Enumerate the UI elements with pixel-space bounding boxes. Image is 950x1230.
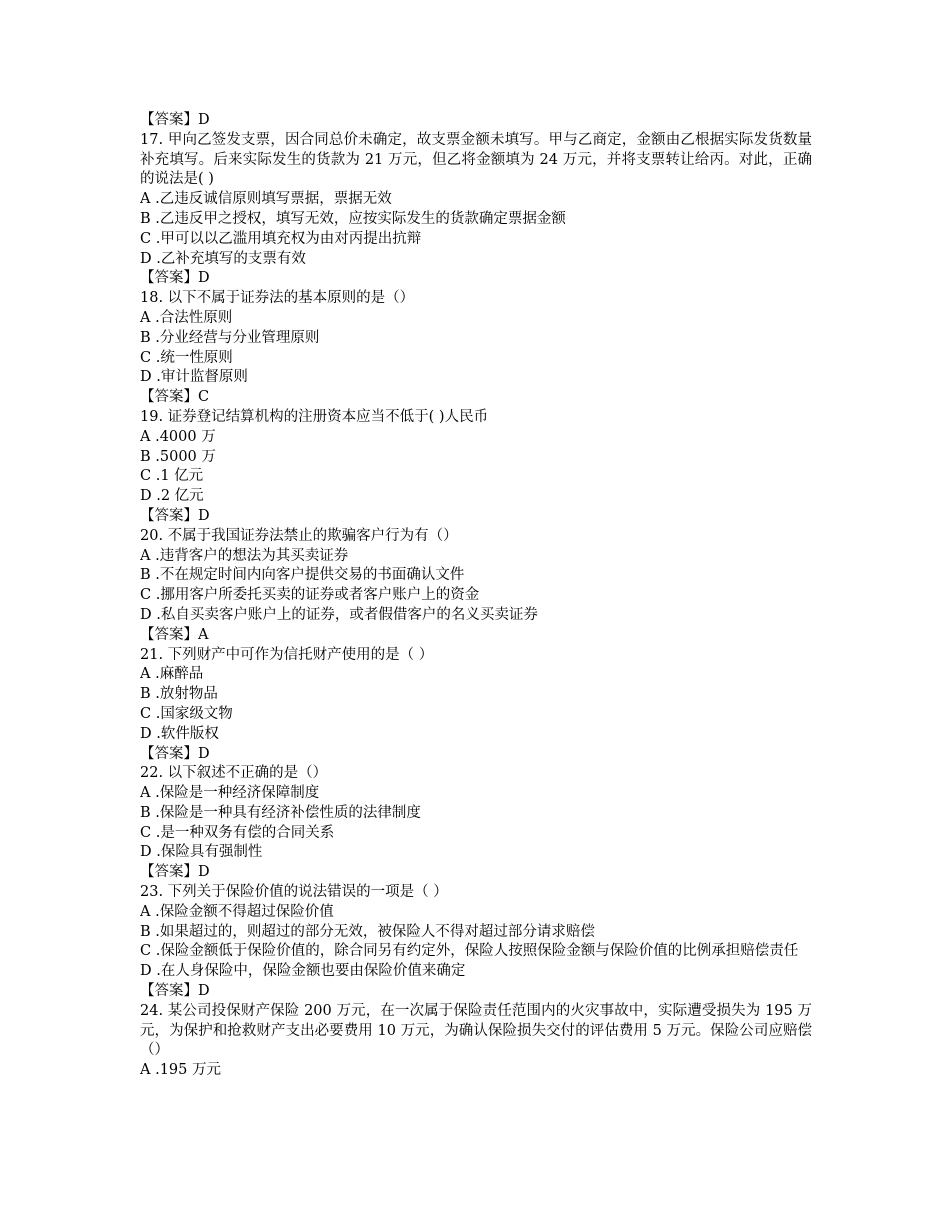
- option-a: A .违背客户的想法为其买卖证券: [140, 547, 349, 564]
- option-b: B .保险是一种具有经济补偿性质的法律制度: [140, 804, 421, 821]
- question-21: 21. 下列财产中可作为信托财产使用的是（ ）: [140, 646, 434, 663]
- option-c: C .1 亿元: [140, 468, 204, 485]
- question-23: 23. 下列关于保险价值的说法错误的一项是（ ）: [140, 884, 448, 901]
- question-19: 19. 证券登记结算机构的注册资本应当不低于( )人民币: [140, 408, 489, 425]
- option-c: C .保险金额低于保险价值的，除合同另有约定外，保险人按照保险金额与保险价值的比例承担赔偿责任: [140, 943, 799, 960]
- answer-line: 【答案】D: [140, 112, 210, 128]
- option-c: C .甲可以以乙滥用填充权为由对丙提出抗辩: [140, 230, 422, 247]
- answer-line: 【答案】D: [140, 983, 210, 1000]
- option-c: C .统一性原则: [140, 349, 233, 366]
- option-d: D .私自买卖客户账户上的证券，或者假借客户的名义买卖证券: [140, 606, 538, 623]
- answer-line: 【答案】D: [140, 864, 210, 881]
- option-c: C .是一种双务有偿的合同关系: [140, 824, 335, 841]
- answer-line: 【答案】D: [140, 270, 210, 287]
- option-b: B .如果超过的，则超过的部分无效，被保险人不得对超过部分请求赔偿: [140, 923, 595, 940]
- option-a: A .麻醉品: [140, 666, 204, 683]
- answer-line: 【答案】A: [140, 626, 209, 643]
- option-a: A .4000 万: [140, 428, 216, 445]
- question-20: 20. 不属于我国证券法禁止的欺骗客户行为有（）: [140, 527, 458, 544]
- option-d: D .保险具有强制性: [140, 844, 263, 861]
- question-22: 22. 以下叙述不正确的是（）: [140, 765, 328, 782]
- option-b: B .不在规定时间内向客户提供交易的书面确认文件: [140, 567, 465, 584]
- answer-line: 【答案】D: [140, 745, 210, 762]
- option-b: B .分业经营与分业管理原则: [140, 329, 320, 346]
- option-d: D .软件版权: [140, 725, 219, 742]
- option-b: B .5000 万: [140, 448, 216, 465]
- option-d: D .2 亿元: [140, 488, 204, 505]
- answer-line: 【答案】D: [140, 507, 210, 524]
- option-a: A .保险是一种经济保障制度: [140, 785, 320, 802]
- question-24: 24. 某公司投保财产保险 200 万元，在一次属于保险责任范围内的火灾事故中，实际遭受损失为 195 万元，为保护和抢救财产支出必要费用 10 万元，为确认保险损失交付的评估费用 5 万元。保险公司应赔偿（）: [140, 1002, 812, 1059]
- option-a: A .乙违反诚信原则填写票据，票据无效: [140, 191, 392, 208]
- option-d: D .审计监督原则: [140, 369, 248, 386]
- option-b: B .放射物品: [140, 686, 218, 703]
- answer-line: 【答案】C: [140, 389, 210, 406]
- option-a: A .保险金额不得超过保险价值: [140, 903, 334, 920]
- question-17: 17. 甲向乙签发支票，因合同总价未确定，故支票金额未填写。甲与乙商定，金额由乙根据实际发货数量补充填写。后来实际发生的货款为 21 万元，但乙将金额填为 24 万元，并将支票转让给丙。对此，正确的说法是( ): [140, 131, 812, 188]
- question-18: 18. 以下不属于证券法的基本原则的是（）: [140, 290, 415, 307]
- option-d: D .乙补充填写的支票有效: [140, 250, 306, 267]
- option-c: C .国家级文物: [140, 705, 233, 722]
- option-b: B .乙违反甲之授权，填写无效，应按实际发生的货款确定票据金额: [140, 210, 566, 227]
- option-d: D .在人身保险中，保险金额也要由保险价值来确定: [140, 963, 466, 980]
- option-a: A .195 万元: [140, 1062, 221, 1079]
- option-c: C .挪用客户所委托买卖的证券或者客户账户上的资金: [140, 587, 480, 604]
- option-a: A .合法性原则: [140, 309, 233, 326]
- document-page: [140, 111, 812, 1081]
